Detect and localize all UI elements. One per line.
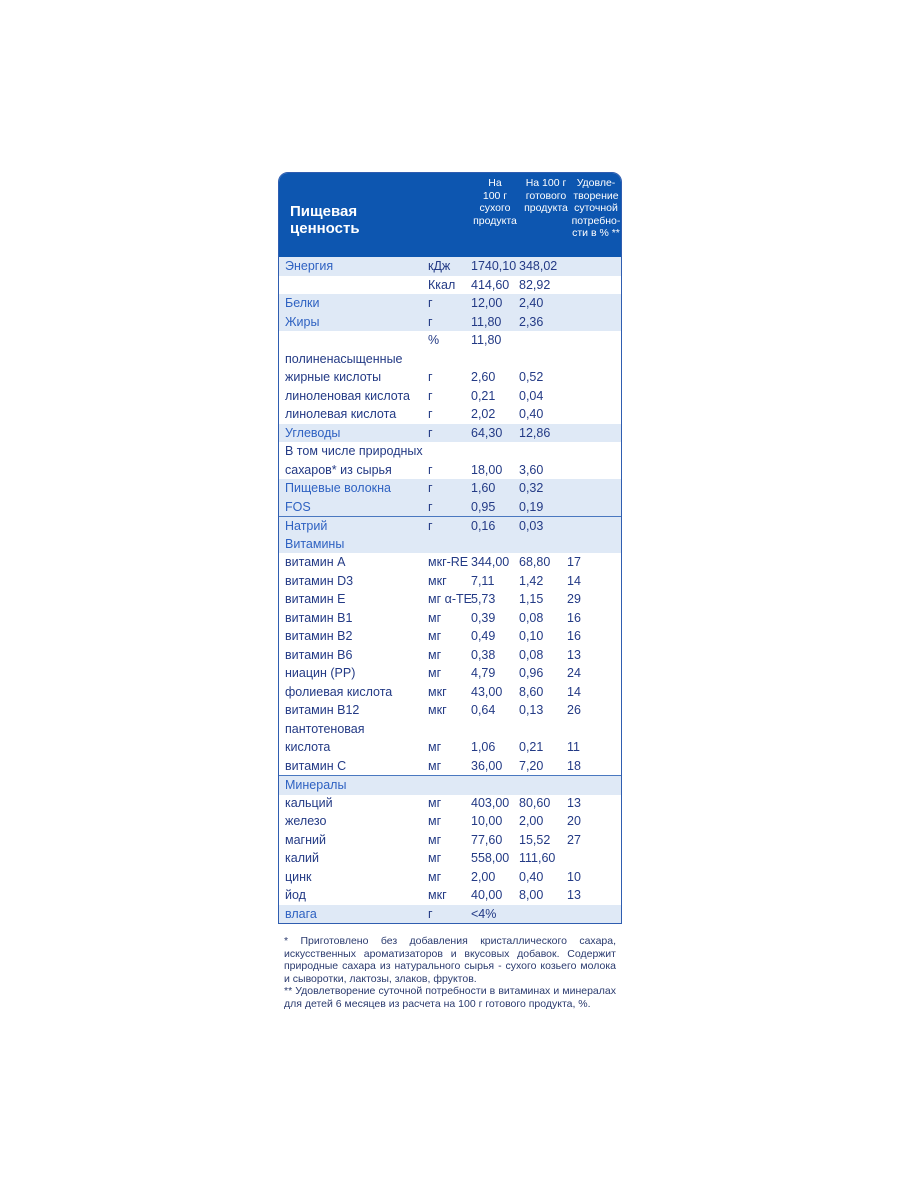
cell-unit: г xyxy=(428,407,433,421)
cell-name: кислота xyxy=(285,740,331,754)
cell-name: фолиевая кислота xyxy=(285,684,393,699)
cell-ready: 0,32 xyxy=(519,481,544,495)
cell-dry: 0,39 xyxy=(471,610,496,625)
cell-dry: 18,00 xyxy=(471,462,503,477)
cell-name: кальций xyxy=(285,795,333,810)
header-col-ready-line: готового xyxy=(525,189,567,202)
cell-unit: г xyxy=(428,370,433,384)
table-row xyxy=(279,831,622,850)
table-row xyxy=(279,350,622,369)
cell-pct: 20 xyxy=(567,814,581,828)
cell-pct: 26 xyxy=(567,703,581,717)
cell-unit: мг xyxy=(428,647,442,662)
cell-name: Энергия xyxy=(285,259,334,273)
cell-dry: 77,60 xyxy=(471,832,503,847)
cell-unit: мг xyxy=(428,629,442,643)
title-line-1: Пищевая xyxy=(290,203,358,220)
cell-dry: 10,00 xyxy=(471,814,503,828)
cell-name: Натрий xyxy=(285,519,328,533)
cell-dry: 0,64 xyxy=(471,703,496,717)
table-row xyxy=(279,424,622,443)
table-row xyxy=(279,757,622,776)
cell-unit: мкг xyxy=(428,684,447,699)
cell-dry: 0,21 xyxy=(471,388,496,403)
cell-dry: 0,38 xyxy=(471,647,496,662)
cell-name: витамин В1 xyxy=(285,610,353,625)
cell-unit: г xyxy=(428,296,433,310)
cell-ready: 2,00 xyxy=(519,814,544,828)
cell-pct: 17 xyxy=(567,555,581,569)
cell-unit: мг xyxy=(428,795,442,810)
cell-name: витамин А xyxy=(285,555,346,569)
cell-unit: Ккал xyxy=(428,277,456,292)
cell-dry: 1740,10 xyxy=(471,259,517,273)
cell-unit: кДж xyxy=(428,259,451,273)
header-col-ready-line: продукта xyxy=(524,202,568,214)
table-row xyxy=(279,479,622,498)
cell-pct: 27 xyxy=(567,832,581,847)
cell-ready: 82,92 xyxy=(519,277,551,292)
table-row xyxy=(279,516,622,536)
cell-dry: 11,80 xyxy=(471,333,502,347)
cell-dry: 12,00 xyxy=(471,296,503,310)
title-line-2: ценность xyxy=(290,220,360,237)
cell-unit: мг α-ТЕ xyxy=(428,592,472,606)
table-row xyxy=(279,498,622,517)
cell-dry: 414,60 xyxy=(471,277,510,292)
cell-ready: 1,15 xyxy=(519,592,544,606)
cell-dry: 403,00 xyxy=(471,795,510,810)
table-row xyxy=(279,461,622,480)
cell-dry: 4,79 xyxy=(471,666,496,680)
cell-dry: 0,49 xyxy=(471,629,496,643)
header-col-dry xyxy=(469,177,521,227)
cell-ready: 348,02 xyxy=(519,259,558,273)
table-title xyxy=(290,203,360,237)
cell-dry: 2,60 xyxy=(471,370,496,384)
cell-name: В том числе природных xyxy=(285,444,423,458)
header-col-pct-line: суточной xyxy=(574,202,618,214)
cell-pct: 10 xyxy=(567,869,581,884)
table-row xyxy=(279,683,622,702)
cell-pct: 11 xyxy=(567,740,580,754)
cell-unit: г xyxy=(428,462,433,477)
table-row xyxy=(279,812,622,831)
table-row xyxy=(279,535,622,554)
cell-ready: 0,08 xyxy=(519,647,544,662)
table-row xyxy=(279,849,622,868)
cell-name: витамин С xyxy=(285,758,347,773)
cell-pct: 24 xyxy=(567,666,581,680)
cell-name: линолевая кислота xyxy=(285,407,397,421)
cell-ready: 0,19 xyxy=(519,499,544,514)
cell-ready: 0,40 xyxy=(519,407,544,421)
cell-pct: 14 xyxy=(567,573,581,588)
footnote-2: ** Удовлетворение суточной потребности в витаминах и минералах для детей 6 месяцев из расчета на 100 г готового продукта, %. xyxy=(284,985,616,1010)
cell-unit: г xyxy=(428,425,433,440)
table-row xyxy=(279,775,622,795)
cell-name: железо xyxy=(285,814,327,828)
cell-name: полиненасыщенные xyxy=(285,351,403,366)
cell-name: Белки xyxy=(285,296,320,310)
cell-ready: 0,13 xyxy=(519,703,544,717)
table-row xyxy=(279,442,622,461)
cell-name: жирные кислоты xyxy=(285,370,382,384)
table-row xyxy=(279,405,622,424)
table-row xyxy=(279,294,622,313)
cell-name: магний xyxy=(285,832,326,847)
cell-unit: г xyxy=(428,499,433,514)
cell-unit: мкг xyxy=(428,703,447,717)
cell-name: ниацин (РР) xyxy=(285,666,356,680)
table-row xyxy=(279,572,622,591)
table-row xyxy=(279,387,622,406)
table-row xyxy=(279,905,622,924)
cell-unit: мг xyxy=(428,869,442,884)
cell-ready: 8,60 xyxy=(519,684,544,699)
cell-pct: 16 xyxy=(567,629,581,643)
cell-unit: мкг xyxy=(428,573,447,588)
cell-unit: г xyxy=(428,481,433,495)
table-header xyxy=(279,173,622,257)
cell-dry: 64,30 xyxy=(471,425,503,440)
cell-dry: 1,60 xyxy=(471,481,496,495)
cell-unit: % xyxy=(428,333,440,347)
cell-pct: 13 xyxy=(567,795,581,810)
table-row xyxy=(279,553,622,572)
cell-dry: 43,00 xyxy=(471,684,503,699)
table-row xyxy=(279,794,622,813)
cell-name: витамин В6 xyxy=(285,647,353,662)
cell-unit: мг xyxy=(428,758,442,773)
cell-name: витамин В12 xyxy=(285,703,360,717)
cell-dry: <4% xyxy=(471,906,497,921)
cell-name: сахаров* из сырья xyxy=(285,462,392,477)
cell-ready: 80,60 xyxy=(519,795,551,810)
cell-name: цинк xyxy=(285,869,312,884)
table-row xyxy=(279,313,622,332)
cell-ready: 0,04 xyxy=(519,388,544,403)
cell-pct: 18 xyxy=(567,758,581,773)
table-row xyxy=(279,331,622,350)
table-row xyxy=(279,886,622,905)
cell-unit: мг xyxy=(428,740,442,754)
cell-dry: 11,80 xyxy=(471,314,502,329)
cell-pct: 29 xyxy=(567,592,581,606)
cell-pct: 13 xyxy=(567,888,581,902)
table-row xyxy=(279,664,622,683)
cell-dry: 344,00 xyxy=(471,555,510,569)
cell-name: линоленовая кислота xyxy=(285,388,410,403)
cell-unit: мкг-RE xyxy=(428,555,469,569)
table-row xyxy=(279,257,622,276)
cell-ready: 2,36 xyxy=(519,314,544,329)
table-row xyxy=(279,276,622,295)
cell-ready: 0,03 xyxy=(519,519,544,533)
cell-ready: 0,96 xyxy=(519,666,544,680)
cell-ready: 0,08 xyxy=(519,610,544,625)
cell-name: Минералы xyxy=(285,778,347,792)
cell-ready: 0,10 xyxy=(519,629,544,643)
cell-dry: 0,95 xyxy=(471,499,496,514)
cell-name: Витамины xyxy=(285,536,345,551)
table-row xyxy=(279,720,622,739)
cell-unit: г xyxy=(428,519,433,533)
header-col-pct-line: сти в % ** xyxy=(572,227,620,239)
cell-unit: г xyxy=(428,906,433,921)
cell-unit: г xyxy=(428,388,433,403)
cell-ready: 3,60 xyxy=(519,462,544,477)
table-row xyxy=(279,738,622,757)
cell-dry: 2,02 xyxy=(471,407,496,421)
cell-unit: мг xyxy=(428,666,442,680)
cell-dry: 558,00 xyxy=(471,851,510,865)
nutrition-table xyxy=(278,172,622,924)
cell-name: витамин D3 xyxy=(285,573,354,588)
cell-pct: 14 xyxy=(567,684,581,699)
cell-name: FOS xyxy=(285,499,311,514)
cell-dry: 2,00 xyxy=(471,869,496,884)
header-col-pct-line: потребно- xyxy=(571,214,621,227)
cell-pct: 16 xyxy=(567,610,581,625)
cell-dry: 5,73 xyxy=(471,592,496,606)
cell-ready: 0,40 xyxy=(519,869,544,884)
table-row xyxy=(279,368,622,387)
cell-dry: 36,00 xyxy=(471,758,503,773)
cell-unit: мкг xyxy=(428,888,447,902)
cell-unit: г xyxy=(428,314,433,329)
table-row xyxy=(279,590,622,609)
cell-ready: 68,80 xyxy=(519,555,551,569)
cell-pct: 13 xyxy=(567,647,581,662)
header-col-dry-line: На xyxy=(488,177,502,189)
cell-ready: 1,42 xyxy=(519,573,544,588)
cell-ready: 2,40 xyxy=(519,296,544,310)
cell-name: витамин Е xyxy=(285,592,346,606)
table-row xyxy=(279,646,622,665)
header-col-ready xyxy=(521,177,571,215)
cell-ready: 111,60 xyxy=(519,851,556,865)
cell-unit: мг xyxy=(428,610,442,625)
table-row xyxy=(279,701,622,720)
table-row xyxy=(279,868,622,887)
cell-dry: 0,16 xyxy=(471,519,496,533)
cell-dry: 1,06 xyxy=(471,740,496,754)
cell-name: Пищевые волокна xyxy=(285,481,391,495)
cell-dry: 40,00 xyxy=(471,888,503,902)
cell-ready: 0,52 xyxy=(519,370,544,384)
cell-name: пантотеновая xyxy=(285,721,365,736)
header-col-dry-line: 100 г xyxy=(482,189,508,202)
cell-ready: 7,20 xyxy=(519,758,544,773)
header-col-dry-line: продукта xyxy=(473,214,517,227)
cell-dry: 7,11 xyxy=(471,573,495,588)
cell-ready: 12,86 xyxy=(519,425,551,440)
cell-ready: 15,52 xyxy=(519,832,551,847)
cell-unit: мг xyxy=(428,832,442,847)
header-col-pct-line: Удовле- xyxy=(576,177,616,189)
cell-name: влага xyxy=(285,906,317,921)
cell-name: Жиры xyxy=(285,314,320,329)
footnotes xyxy=(284,935,616,1010)
cell-name: Углеводы xyxy=(285,425,341,440)
header-col-pct-line: творение xyxy=(573,189,619,202)
cell-name: калий xyxy=(285,851,319,865)
footnote-1: * Приготовлено без добавления кристаллического сахара, искусственных ароматизаторов и вкусовых добавок. Содержит природные сахара из натурального сырья - сухого козьего молока и сыворотки, лактозы, злаков, фруктов. xyxy=(284,935,616,985)
cell-ready: 0,21 xyxy=(519,740,544,754)
header-col-ready-line: На 100 г xyxy=(525,177,567,189)
cell-ready: 8,00 xyxy=(519,888,544,902)
cell-unit: мг xyxy=(428,814,442,828)
header-col-dry-line: сухого xyxy=(479,202,511,214)
header-col-pct xyxy=(570,177,622,240)
table-row xyxy=(279,627,622,646)
cell-name: йод xyxy=(285,888,306,902)
cell-unit: мг xyxy=(428,851,442,865)
cell-name: витамин В2 xyxy=(285,629,353,643)
table-row xyxy=(279,609,622,628)
